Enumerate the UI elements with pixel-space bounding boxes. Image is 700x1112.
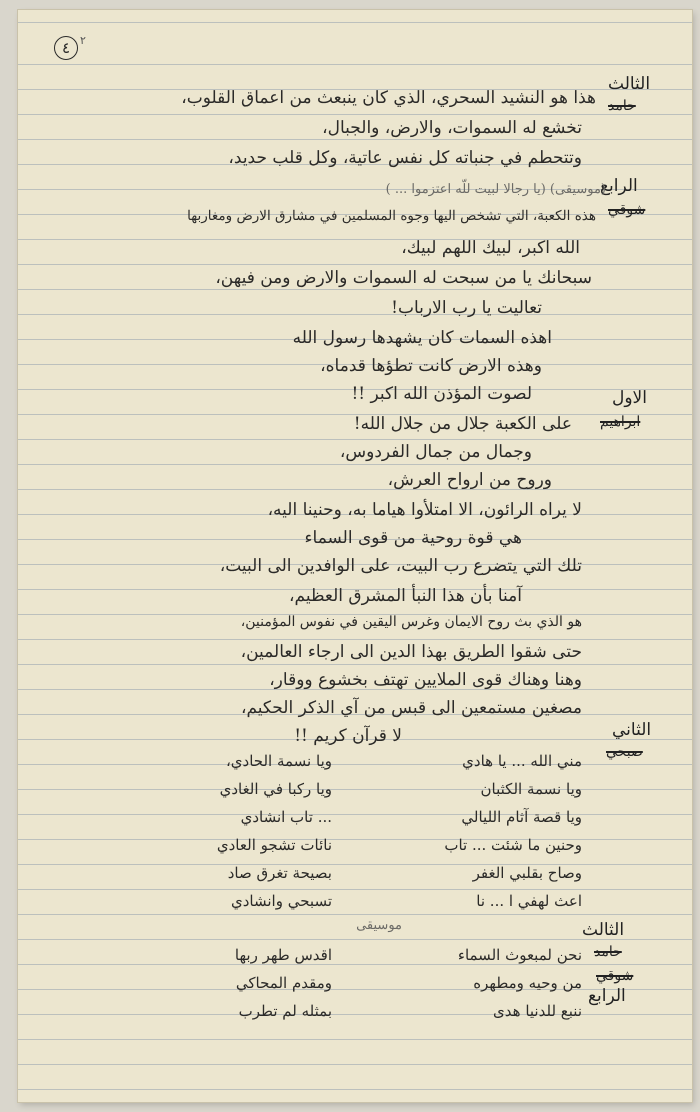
text-line: الله اكبر، لبيك اللهم لبيك، [401, 238, 580, 258]
text-line: مصغين مستمعين الى قبس من آي الذكر الحكيم، [240, 698, 582, 718]
text-line: وهذه الارض كانت تطؤها قدماه، [320, 356, 542, 376]
poem-right: نحن لمبعوث السماء [457, 946, 582, 964]
poem-left: تسبحي وانشادي [231, 892, 332, 910]
speaker-label: الاول [612, 388, 647, 408]
speaker-label-struck: ابراهيم [600, 414, 641, 430]
page-number [54, 36, 78, 60]
text-line: آمنا بأن هذا النبأ المشرق العظيم، [289, 586, 522, 606]
poem-left: بمثله لم تطرب [238, 1002, 332, 1020]
text-line: على الكعبة جلال من جلال الله! [353, 414, 572, 434]
page-number-text: ٤ [61, 39, 71, 57]
text-line: هذا هو النشيد السحري، الذي كان ينبعث من اعماق القلوب، [181, 88, 596, 108]
poem-right: وصاح بقلبي الغفر [472, 864, 582, 882]
poem-left: ومقدم المحاكي [235, 974, 332, 992]
speaker-label: الثاني [612, 720, 652, 740]
page-mark: ٢ [80, 34, 86, 47]
text-line: هي قوة روحية من قوى السماء [304, 528, 522, 548]
speaker-label-struck: حامد [608, 98, 636, 114]
speaker-label-struck: شوقي [596, 968, 634, 984]
poem-right: ننبع للدنيا هدى [493, 1002, 582, 1020]
text-line: حتى شقوا الطريق بهذا الدين الى ارجاء العالمين، [240, 642, 582, 662]
speaker-label: الرابع [600, 176, 638, 196]
poem-right: ويا قصة آثام الليالي [461, 808, 582, 826]
speaker-label: الثالث [608, 74, 651, 94]
text-line: وروح من ارواح العرش، [387, 470, 552, 490]
poem-right: ويا نسمة الكثبان [480, 780, 582, 798]
text-line: لا قرآن كريم !! [294, 726, 402, 746]
text-line: وهنا وهناك قوى الملايين تهتف بخشوع ووقار، [269, 670, 582, 690]
poem-left: ويا ركبا في الغادي [219, 780, 332, 798]
music-cue: موسيقى [356, 918, 402, 933]
speaker-label-struck: صبحي [606, 744, 643, 760]
text-line: وجمال من جمال الفردوس، [339, 442, 532, 462]
text-line: تخشع له السموات، والارض، والجبال، [322, 118, 582, 138]
poem-right: وحنين ما شئت ... تاب [444, 836, 582, 854]
text-line: هو الذي بث روح الايمان وغرس اليقين في نفوس المؤمنين، [240, 614, 582, 630]
speaker-label: الثالث [582, 920, 625, 940]
poem-left: نائات تشجو العادي [216, 836, 332, 854]
text-line: لا يراه الرائون، الا امتلأوا هياما به، وحنينا اليه، [267, 500, 582, 520]
poem-right: اعث لهفي ا ... نا [476, 892, 582, 910]
speaker-label: الرابع [588, 986, 626, 1006]
poem-right: من وحيه ومطهره [473, 974, 582, 992]
poem-left: ويا نسمة الحادي، [225, 752, 332, 770]
speaker-label-struck: شوقي [608, 202, 646, 218]
text-line: وتتحطم في جنباته كل نفس عاتية، وكل قلب حديد، [228, 148, 582, 168]
text-line: تعاليت يا رب الارباب! [391, 298, 542, 318]
text-line: اهذه السمات كان يشهدها رسول الله [292, 328, 552, 348]
poem-right: مني الله ... يا هادي [462, 752, 582, 770]
poem-left: بصيحة تغرق صاد [227, 864, 332, 882]
poem-left: ... تاب انشادي [240, 808, 332, 826]
manuscript-page [18, 10, 692, 1102]
text-line: هذه الكعبة، التي تشخص اليها وجوه المسلمين في مشارق الارض ومغاربها [187, 208, 596, 224]
text-line: (موسيقى) (يا رجالا لبيت للّه اعتزموا ... ) [385, 182, 606, 197]
text-line: لصوت المؤذن الله اكبر !! [351, 384, 532, 404]
poem-left: اقدس طهر ربها [234, 946, 332, 964]
speaker-label-struck: حامد [594, 944, 622, 960]
text-line: تلك التي يتضرع رب البيت، على الوافدين الى البيت، [219, 556, 582, 576]
text-line: سبحانك يا من سبحت له السموات والارض ومن فيهن، [215, 268, 592, 288]
